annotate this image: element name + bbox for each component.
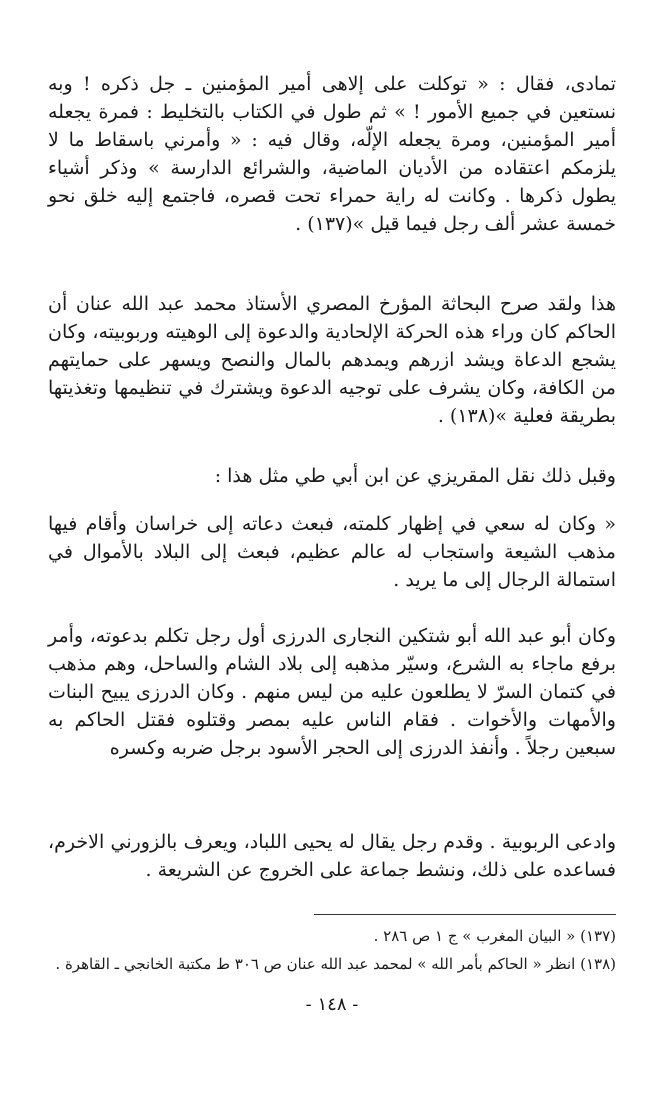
footnote-divider bbox=[314, 914, 616, 915]
page-number: - ١٤٨ - bbox=[305, 994, 359, 1015]
quote-paragraph-2: وكان أبو عبد الله أبو شتكين النجارى الدرزى أول رجل تكلم بدعوته، وأمر برفع ماجاء به الشرع، وسيّر مذهبه إلى بلاد الشام والساحل، وهم مذهب في كتمان السرّ لا يطلعون عليه من ليس منهم . وكان الدرزى يبيح البنات والأمهات والأخوات . فقام الناس عليه بمصر وقتلوه فقتل الحاكم به سبعين رجلاً . وأنفذ الدرزى إلى الحجر الأسود برجل ضربه وكسره bbox=[48, 625, 616, 759]
quote-paragraph-1: « وكان له سعي في إظهار كلمته، فبعث دعاته إلى خراسان وأقام فيها مذهب الشيعة واستجاب له عالم عظيم، فبعث إلى البلاد بالأموال في استمالة الرجال إلى ما يريد . bbox=[48, 513, 616, 591]
footnote-138: (١٣٨) انظر « الحاكم بأمر الله » لمحمد عبد الله عنان ص ٣٠٦ ط مكتبة الخانجي ـ القاهرة . bbox=[55, 955, 616, 973]
body-paragraph-3: وقبل ذلك نقل المقريزي عن ابن أبي طي مثل هذا : bbox=[214, 465, 616, 487]
body-paragraph-1: تمادى، فقال : « توكلت على إلاهى أمير المؤمنين ـ جل ذكره ! وبه نستعين في جميع الأمور ! » ثم طول في الكتاب بالتخليط : فمرة يجعله أمير المؤمنين، ومرة يجعله الإلّه، وقال فيه : « وأمرني باسقاط ما لا يلزمكم اعتقاده من الأديان الماضية، والشرائع الدارسة » وذكر أشياء يطول ذكرها . وكانت له راية حمراء تحت قصره، فاجتمع إليه خلق نحو خمسة عشر ألف رجل فيما قيل »(١٣٧) . bbox=[48, 73, 616, 235]
body-paragraph-6: وادعى الربوبية . وقدم رجل يقال له يحيى اللباد، ويعرف بالزورني الاخرم، فساعده على ذلك، ونشط جماعة على الخروج عن الشريعة . bbox=[48, 831, 616, 881]
footnote-137: (١٣٧) « البيان المغرب » ج ١ ص ٢٨٦ . bbox=[373, 927, 616, 945]
body-paragraph-2: هذا ولقد صرح البحاثة المؤرخ المصري الأستاذ محمد عبد الله عنان أن الحاكم كان وراء هذه الحركة الإلحادية والدعوة إلى الوهيته وربوبيته، وكان يشجع الدعاة ويشد ازرهم ويمدهم بالمال والنصح ويسهر على حمايتهم من الكافة، وكان يشرف على توجيه الدعوة ويشترك في تنظيمها وتغذيتها بطريقة فعلية »(١٣٨) . bbox=[48, 293, 616, 427]
